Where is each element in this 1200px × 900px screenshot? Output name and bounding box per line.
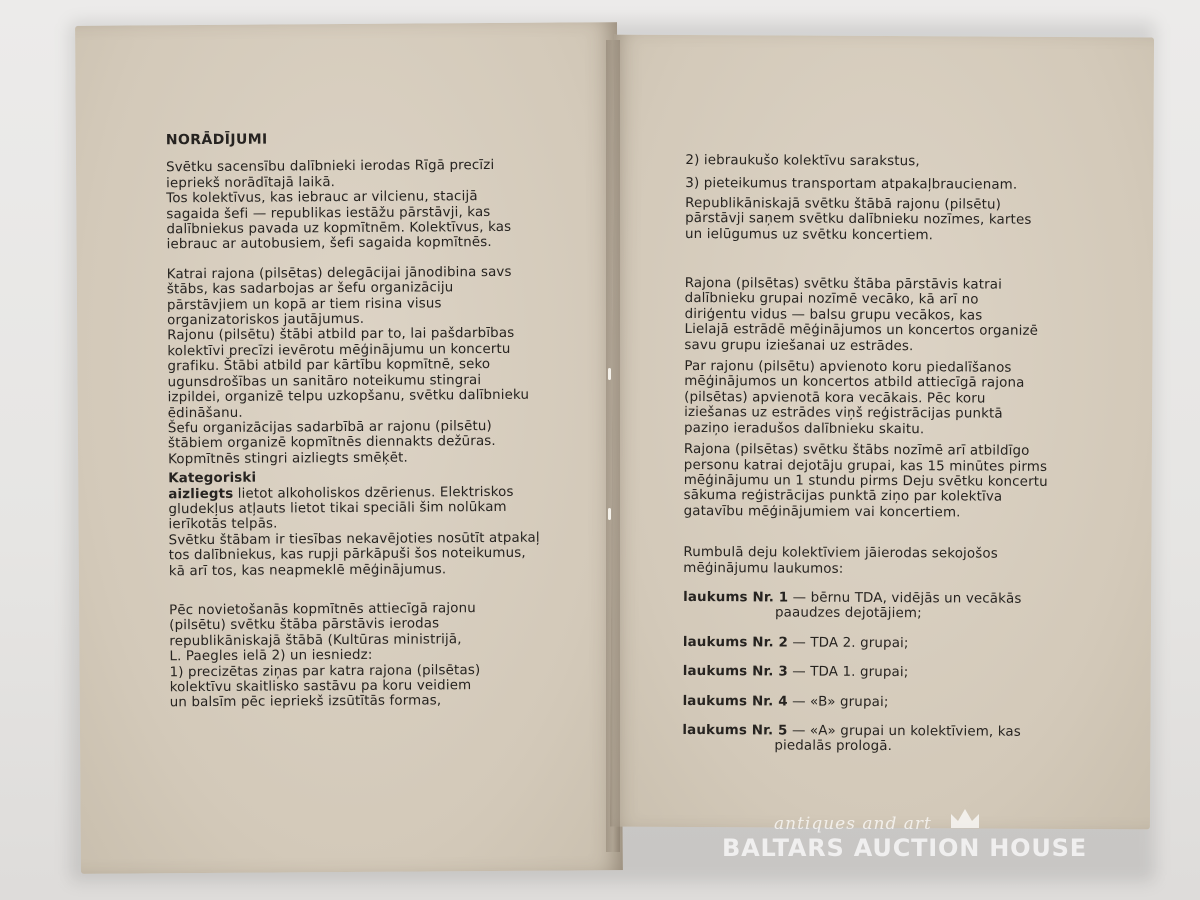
crown-icon <box>948 806 982 832</box>
binding-stitch <box>608 508 611 520</box>
watermark-brand: BALTARS AUCTION HOUSE <box>722 834 1087 862</box>
field-item <box>683 664 1103 682</box>
field-item <box>683 590 1103 623</box>
left-page <box>75 22 623 874</box>
field-item <box>683 635 1103 653</box>
field-text: — TDA 1. grupai; <box>792 664 909 681</box>
watermark-tagline: antiques and art <box>774 814 932 834</box>
field-text: — TDA 2. grupai; <box>792 635 909 651</box>
binding-stitch <box>608 368 611 380</box>
left-page-text <box>166 130 570 725</box>
field-label: laukums Nr. 3 <box>682 664 788 680</box>
field-continuation: piedalās prologā. <box>774 738 893 755</box>
field-text: — bērnu TDA, vidējās un vecākās <box>792 590 1022 607</box>
prohibition-paragraph <box>168 469 569 580</box>
field-list <box>682 590 1103 756</box>
rumbula-paragraph: Rumbulā deju kolektīviem jāierodas sekojošos mēģinājumu laukumos: <box>683 545 998 577</box>
choir-paragraph: Par rajonu (pilsētu) apvienoto koru piedalīšanos mēģinājumos un koncertos atbild attiecīgā rajona (pilsētas) apvienotā kora vecākais. Pēc koru iziešanas uz estrādes viņš reģistrācijas punktā paziņo ieradušos dalībnieku skaitu. <box>683 359 1025 437</box>
badges-paragraph: Republikāniskajā svētku štābā rajonu (pilsētu) pārstāvji saņem svētku dalībnieku nozīmes, kartes un ielūgumus uz svētku koncertiem. <box>684 195 1032 243</box>
headquarters-paragraph: Katrai rajona (pilsētas) delegācijai jānodibina savs štābs, kas sadarbojas ar šefu organizāciju pārstāvjiem un kopā ar tiem risina visus organizatoriskos jautājumus. Rajonu (pilsētu) štābi atbild par to, lai pašdarbības kolektīvi precīzi ievērotu mēģinājumu un koncertu grafiku. Štābi atbild par kārtību kopmītnē, seko ugunsdrošības un sanitāro noteikumu stingrai izpildei, organizē telpu uzkopšanu, svētku dalībnieku ēdināšanu. Šefu organizācijas sadarbībā ar rajonu (pilsētu) štābiem organizē kopmītnēs diennakts dežūras. Kopmītnēs stingri aizliegts smēķēt. <box>166 264 530 467</box>
field-label: laukums Nr. 4 <box>682 693 788 710</box>
field-continuation: paaudzes dejotājiem; <box>775 605 922 622</box>
list-item: 3) pieteikumus transportam atpakaļbraucienam. <box>685 176 1018 194</box>
list-item: 2) iebraukušo kolektīvu sarakstus, <box>685 152 920 170</box>
field-label: laukums Nr. 1 <box>683 589 789 606</box>
page-heading: NORĀDĪJUMI <box>165 131 268 149</box>
book-gutter <box>606 40 620 852</box>
dancer-paragraph: Rajona (pilsētas) svētku štābs nozīmē arī atbildīgo personu katrai dejotāju grupai, kas 15 minūtes pirms mēģinājumu un 1 stundu pirms Deju svētku koncertu sākuma reģistrācijas punktā ziņo par kolektīva gatavību mēģinājumiem vai koncertiem. <box>683 442 1048 521</box>
field-text: — «A» grupai un kolektīviem, kas <box>791 723 1021 740</box>
field-label: laukums Nr. 5 <box>682 722 788 739</box>
watermark <box>722 812 1122 872</box>
right-page <box>610 35 1154 830</box>
arrival-paragraph: Svētku sacensību dalībnieki ierodas Rīgā precīzi iepriekš norādītajā laikā. Tos kolektīvus, kas iebrauc ar vilcienu, stacijā sagaida šefi — republikas iestāžu pārstāvji, kas dalībniekus pavada uz kopmītnēm. Kolektīvus, kas iebrauc ar autobusiem, šefi sagaida kopmītnēs. <box>165 158 512 253</box>
right-page-text <box>682 153 1105 770</box>
prohibition-text: lietot alkoholiskos dzērienus. Elektriskos gludekļus atļauts lietot tikai speciāli šim nolūkam ierīkotās telpās. Svētku štābam ir tiesības nekavējoties nosūtīt atpakaļ tos dalībniekus, kas rupji pārkāpuši šos noteikumus, kā arī tos, kas neapmeklē mēģinājumus. <box>168 484 540 579</box>
group-leader-paragraph: Rajona (pilsētas) svētku štāba pārstāvis katrai dalībnieku grupai nozīmē vecāko, kā arī no diriģentu vidus — balsu grupu vecākos, kas Lielajā estrādē mēģinājumos un koncertos organizē savu grupu iziešanai uz estrādes. <box>684 275 1039 354</box>
field-item <box>683 694 1103 712</box>
closing-paragraph: Pēc novietošanās kopmītnēs attiecīgā rajonu (pilsētu) svētku štāba pārstāvis ierodas republikāniskajā štābā (Kultūras ministrijā, L. Paegles ielā 2) un iesniedz: 1) precizētas ziņas par katra rajona (pilsētas) kolektīvu skaitlisko sastāvu pa koru veidiem un balsīm pēc iepriekš izsūtītās formas, <box>169 601 481 711</box>
field-label: laukums Nr. 2 <box>682 634 789 651</box>
bold-phrase: Kategoriski aizliegts <box>168 470 257 502</box>
field-item <box>682 723 1102 756</box>
field-text: — «B» grupai; <box>792 694 889 710</box>
